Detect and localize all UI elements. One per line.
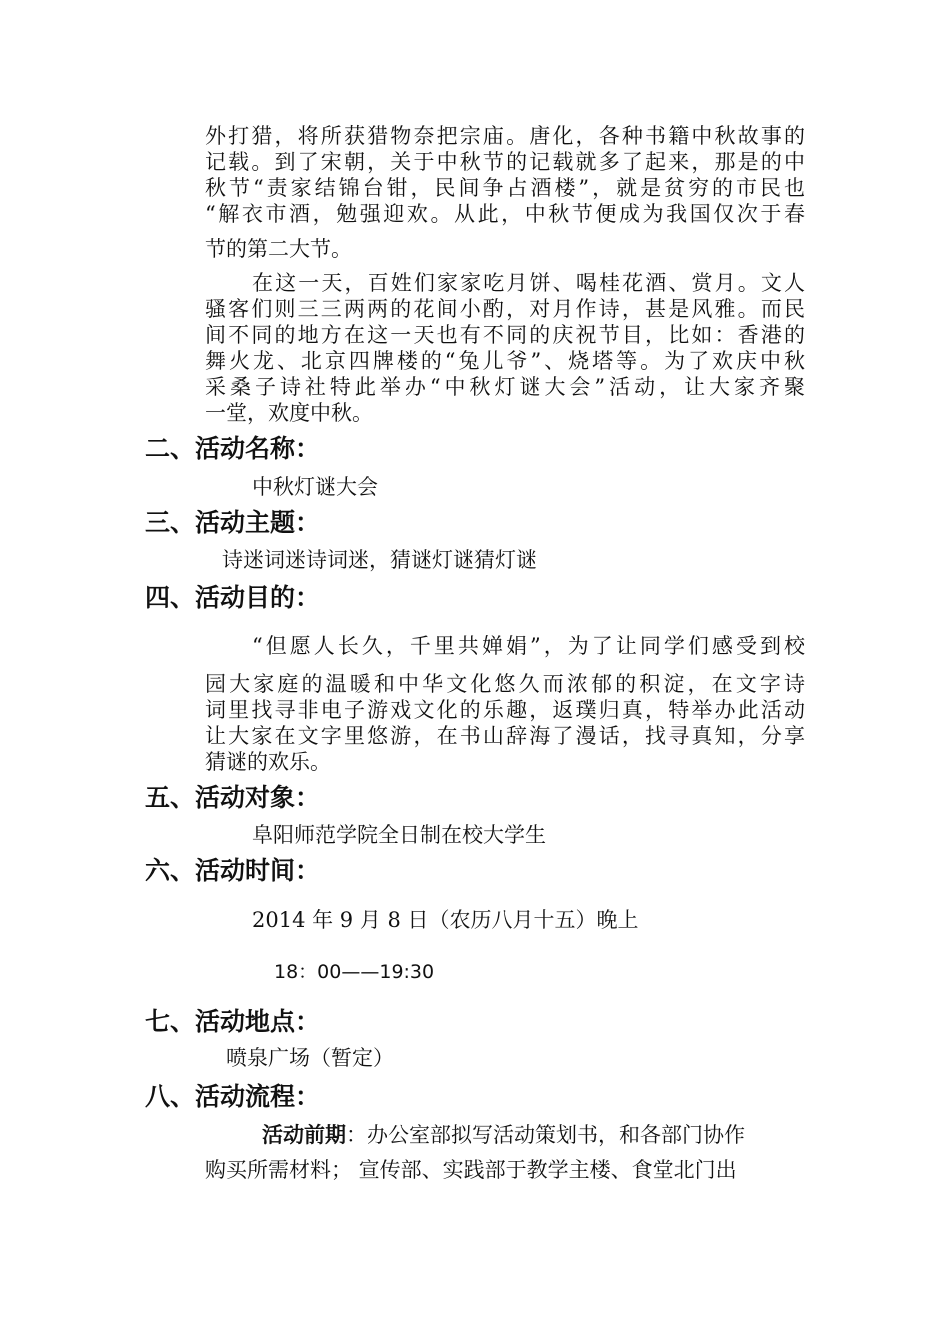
purpose-line-4: 让大家在文字里悠游，在书山辞海了漫话，找寻真知，分享 bbox=[205, 724, 805, 748]
purpose-line-5: 猜谜的欢乐。 bbox=[205, 750, 331, 774]
para2-line-3: 间不同的地方在这一天也有不同的庆祝节目，比如：香港的 bbox=[205, 323, 805, 347]
intro-line-4: “解衣市酒，勉强迎欢。从此，中秋节便成为我国仅次于春 bbox=[205, 202, 805, 226]
para2-line-6: 一堂，欢度中秋。 bbox=[205, 401, 373, 425]
intro-line-3: 秋节“责家结锦台钳，民间争占酒楼”，就是贫穷的市民也 bbox=[205, 176, 805, 200]
section-heading-process: 八、活动流程： bbox=[145, 1082, 321, 1111]
process-lead: 活动前期 bbox=[262, 1122, 346, 1147]
section-heading-name: 二、活动名称： bbox=[145, 434, 321, 463]
section-heading-purpose: 四、活动目的： bbox=[145, 583, 321, 612]
section-heading-time: 六、活动时间： bbox=[145, 856, 321, 885]
intro-line-5: 节的第二大节。 bbox=[205, 237, 352, 261]
intro-line-1: 外打猎，将所获猎物奈把宗庙。唐化，各种书籍中秋故事的 bbox=[205, 124, 805, 148]
para2-line-4: 舞火龙、北京四牌楼的“兔儿爷”、烧塔等。为了欢庆中秋 bbox=[205, 349, 805, 373]
section-content-name: 中秋灯谜大会 bbox=[252, 475, 378, 499]
para2-line-1: 在这一天，百姓们家家吃月饼、喝桂花酒、赏月。文人 bbox=[252, 271, 805, 295]
section-heading-target: 五、活动对象： bbox=[145, 783, 321, 812]
intro-line-2: 记载。到了宋朝，关于中秋节的记载就多了起来，那是的中 bbox=[205, 150, 805, 174]
process-line-1-rest: ：办公室部拟写活动策划书，和各部门协作 bbox=[346, 1123, 745, 1147]
purpose-line-1: “但愿人长久，千里共婵娟”，为了让同学们感受到校 bbox=[252, 634, 805, 658]
purpose-line-3: 词里找寻非电子游戏文化的乐趣，返璞归真，特举办此活动 bbox=[205, 698, 805, 722]
section-heading-location: 七、活动地点： bbox=[145, 1007, 321, 1036]
section-content-hours: 18：00——19:30 bbox=[274, 961, 435, 983]
process-line-1 bbox=[262, 1122, 745, 1148]
para2-line-2: 骚客们则三三两两的花间小酌，对月作诗，甚是风雅。而民 bbox=[205, 297, 805, 321]
section-content-theme: 诗迷词迷诗词迷，猜谜灯谜猜灯谜 bbox=[222, 548, 537, 572]
para2-line-5: 采桑子诗社特此举办“中秋灯谜大会”活动，让大家齐聚 bbox=[205, 375, 805, 399]
section-content-target: 阜阳师范学院全日制在校大学生 bbox=[252, 823, 546, 847]
section-heading-theme: 三、活动主题： bbox=[145, 508, 321, 537]
section-content-date: 2014 年 9 月 8 日（农历八月十五）晚上 bbox=[252, 908, 639, 932]
process-line-2: 购买所需材料； 宣传部、实践部于教学主楼、食堂北门出 bbox=[205, 1158, 737, 1182]
purpose-line-2: 园大家庭的温暖和中华文化悠久而浓郁的积淀，在文字诗 bbox=[205, 672, 805, 696]
section-content-location: 喷泉广场（暂定） bbox=[226, 1046, 394, 1070]
